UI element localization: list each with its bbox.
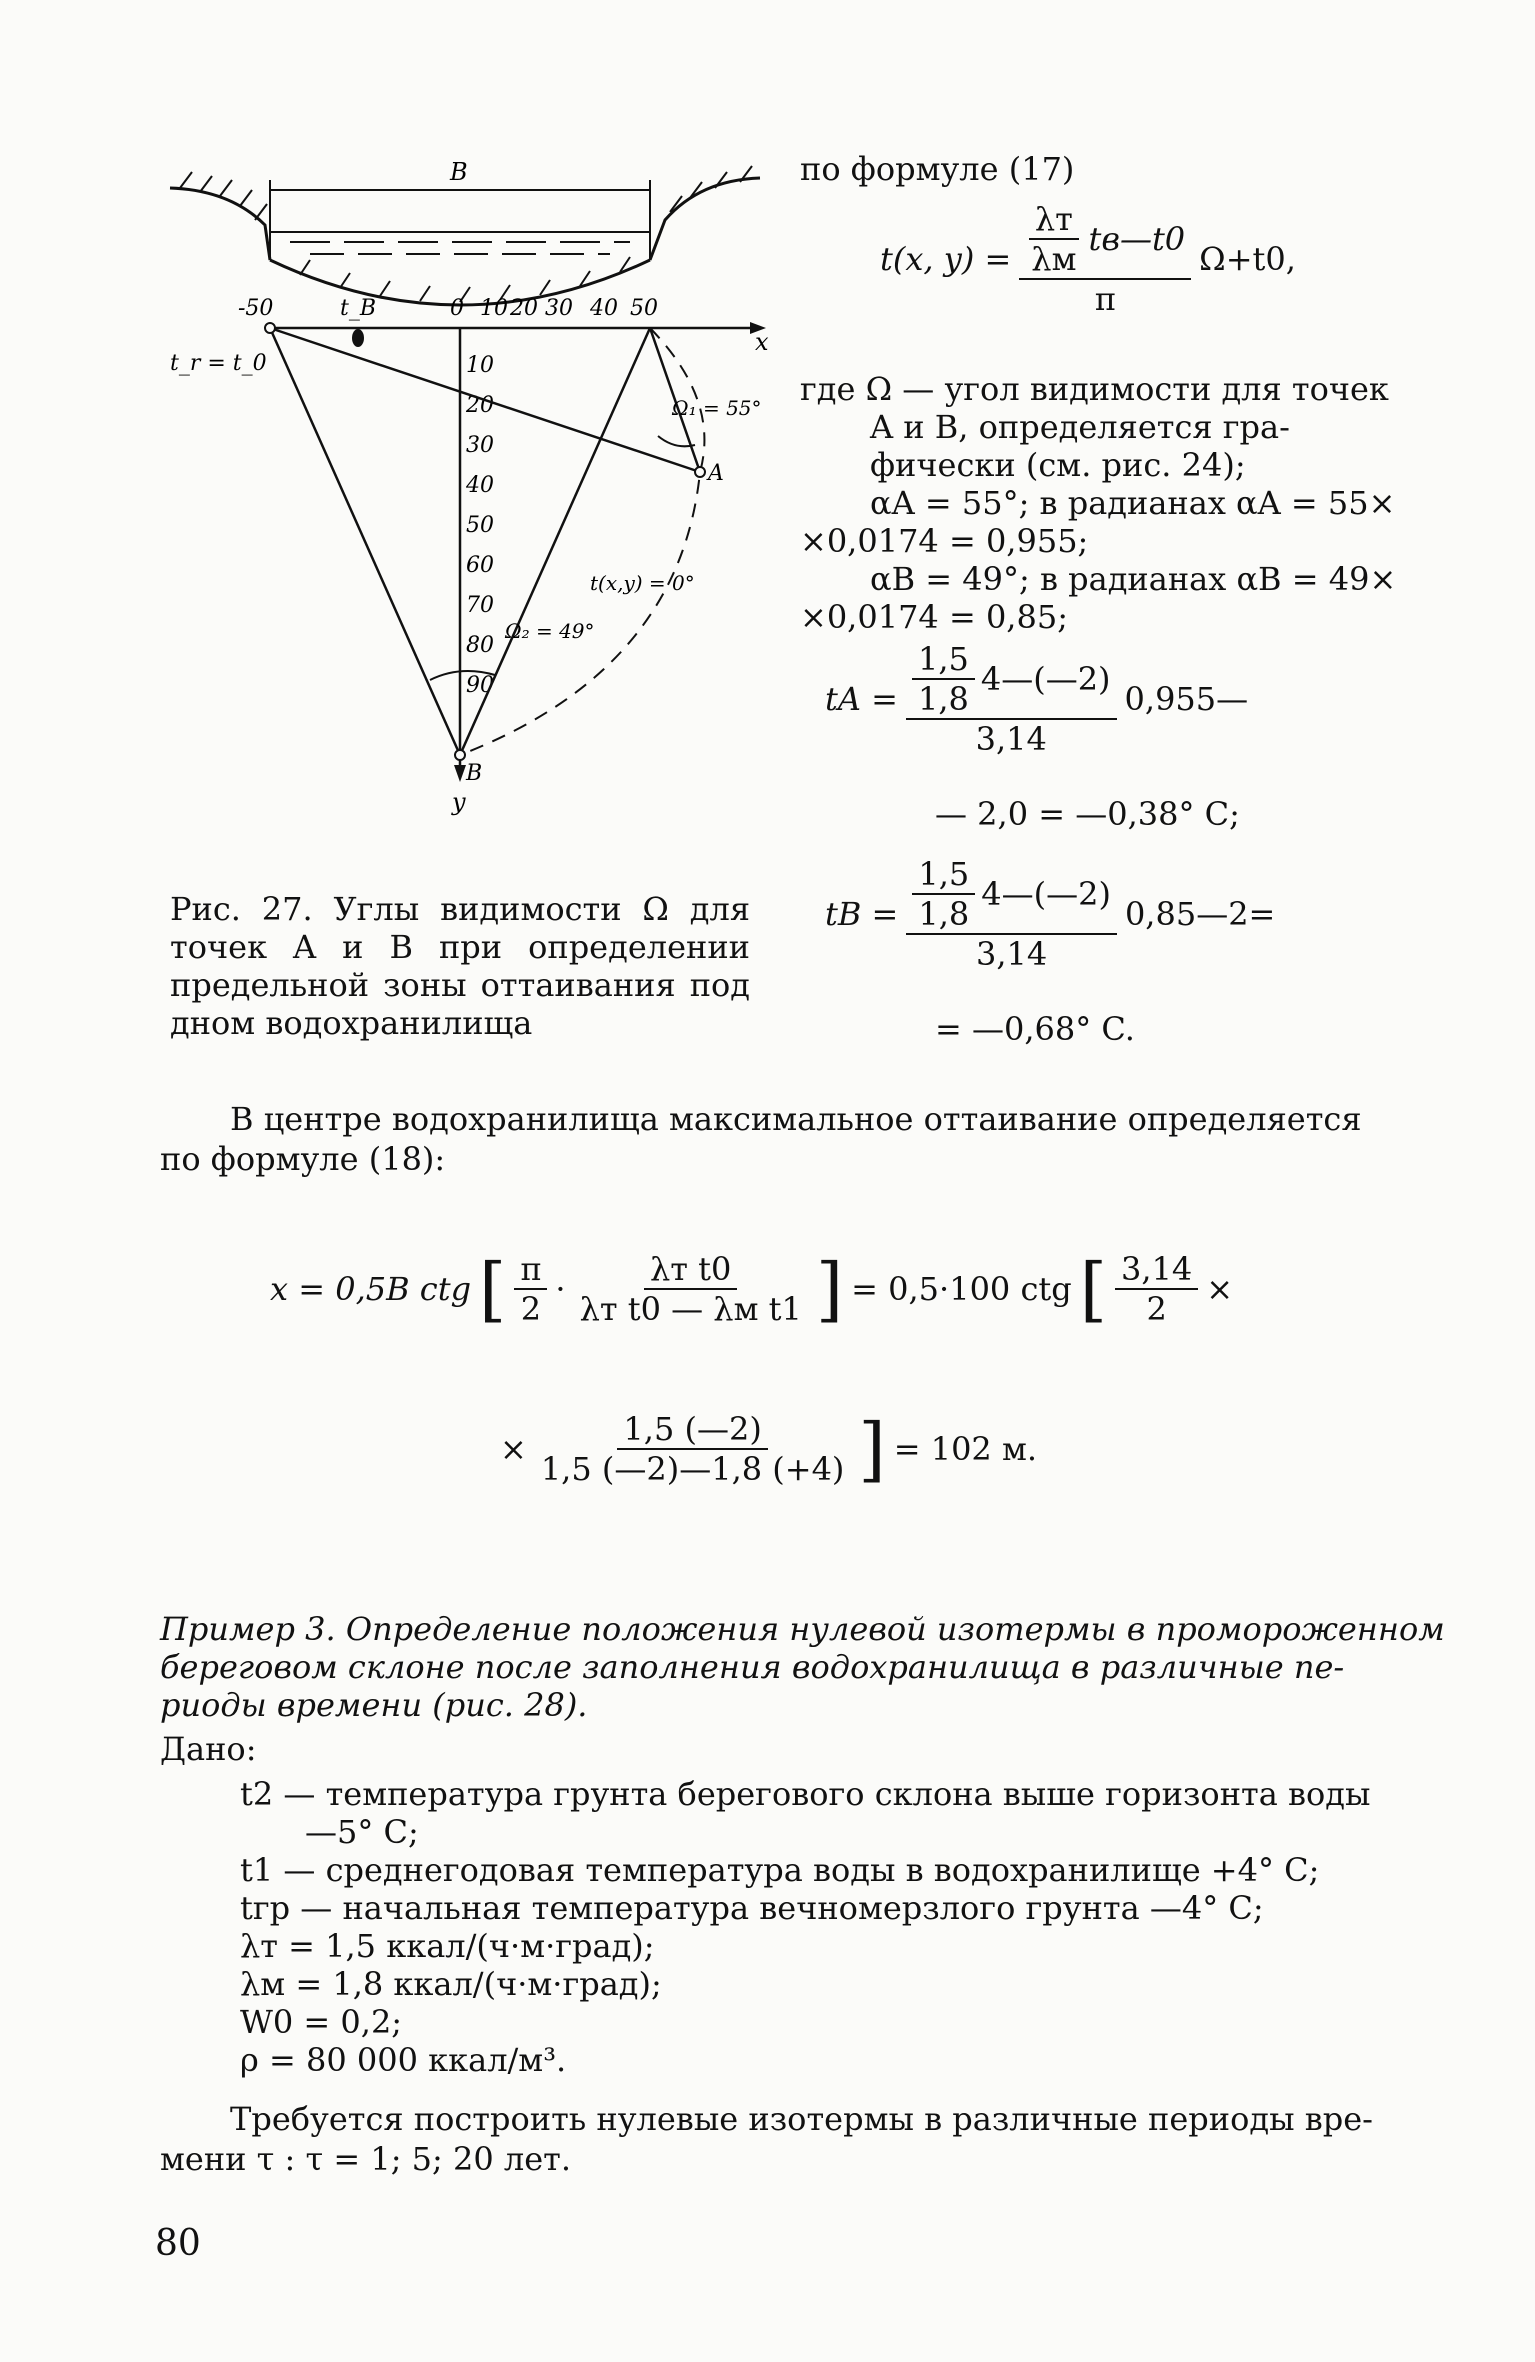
width-label: B (450, 158, 468, 186)
alpha-b-line-1: αB = 49°; в радианах αB = 49× (870, 560, 1397, 598)
where-line-2: A и B, определяется гра- (870, 408, 1290, 446)
where-line-3: фически (см. рис. 24); (870, 446, 1246, 484)
tb-after: 0,85—2= (1124, 895, 1276, 933)
eq18-times: × (1206, 1270, 1234, 1308)
origin-point (265, 323, 275, 333)
ta-n1: 1,5 (912, 640, 975, 680)
y-tick: 80 (466, 633, 494, 658)
example-line-1: Пример 3. Определение положения нулевой изотермы в промороженном (160, 1610, 1445, 1648)
x-tick: 30 (545, 296, 573, 321)
alpha-b-line-2: ×0,0174 = 0,85; (800, 598, 1068, 636)
omega2-label: Ω₂ = 49° (505, 619, 595, 643)
given-item: ρ = 80 000 ккал/м³. (240, 2041, 567, 2079)
eq18-result: = 102 м. (893, 1430, 1038, 1468)
eq18-g-den: 1,5 (—2)—1,8 (+4) (540, 1450, 845, 1488)
x-tick: 40 (590, 296, 618, 321)
para1-line-2: по формуле (18): (160, 1140, 446, 1178)
f17-tail: Ω+t0, (1199, 240, 1296, 278)
x-axis-label: x (755, 328, 769, 356)
eq18-g-num: 1,5 (—2) (617, 1410, 767, 1450)
eq18-f-num: λт t0 (644, 1250, 737, 1290)
eq18-f-den: λт t0 — λм t1 (579, 1290, 802, 1328)
eq18-v-den: 2 (1146, 1290, 1167, 1328)
tb-tail: 4—(—2) (981, 875, 1111, 913)
eq18-mid: = 0,5·100 ctg (851, 1270, 1072, 1308)
y-tick: 40 (466, 473, 494, 498)
tb-result: = —0,68° C. (935, 1010, 1135, 1048)
given-label: Дано: (160, 1730, 257, 1768)
omega1-label: Ω₁ = 55° (672, 396, 762, 420)
given-item: λт = 1,5 ккал/(ч·м·град); (240, 1927, 655, 1965)
example-line-3: риоды времени (рис. 28). (160, 1686, 588, 1724)
given-item: —5° C; (305, 1813, 419, 1851)
ta-d1: 1,8 (917, 680, 969, 718)
zero-isotherm (460, 328, 704, 755)
f17-lambda-t: λт (1029, 200, 1079, 240)
f17-num-tail: tв—t0 (1088, 220, 1186, 258)
eq18-line-1: x = 0,5B ctg [ $\frac{\pi}{2}$ · $\frac{\text{λт t0}}{\text{λт t0 — λм t1}}$ ] = 0,5·100 ctg [ $\frac{3,14}{2}$ × (270, 1248, 1234, 1330)
ground-right-slope (650, 178, 760, 260)
tb-fraction (906, 855, 1117, 973)
x-ticks (238, 296, 658, 321)
f17-lambda-fraction (1025, 200, 1082, 278)
x-tick: t_B (340, 296, 377, 321)
tb-lhs: tB = (825, 895, 899, 933)
tb-formula (825, 855, 1275, 973)
f17-lhs: t(x, y) = (880, 240, 1012, 278)
y-ticks (465, 353, 494, 698)
where-line-1: где Ω — угол видимости для точек (800, 370, 1389, 408)
point-a-marker (695, 467, 705, 477)
x-tick: 10 (480, 296, 508, 321)
eq18-line-2: × $\frac{1,5 (—2)}{1,5 (—2)—1,8 (+4)}$ ] = 102 м. (500, 1408, 1038, 1490)
requirement-line-2: мени τ : τ = 1; 5; 20 лет. (160, 2140, 571, 2178)
formula-17 (880, 200, 1296, 318)
given-item: W0 = 0,2; (240, 2003, 403, 2041)
ta-lhs: tA = (825, 680, 898, 718)
tb-d1: 1,8 (918, 895, 970, 933)
tb-marker (352, 329, 364, 347)
y-tick: 70 (466, 593, 494, 618)
isotherm-label: t(x,y) = 0° (590, 571, 695, 595)
ta-fraction (906, 640, 1117, 758)
eq18-lhs: x = 0,5B ctg (270, 1270, 472, 1308)
x-tick: 0 (450, 296, 464, 321)
eq18-pi-den: 2 (520, 1290, 542, 1328)
eq18-v-num: 3,14 (1115, 1250, 1198, 1290)
y-axis-label: y (452, 788, 466, 816)
page-number: 80 (155, 2223, 201, 2264)
ta-den: 3,14 (975, 720, 1047, 758)
requirement-line-1: Требуется построить нулевые изотермы в различные периоды вре- (230, 2100, 1373, 2138)
ta-formula (825, 640, 1248, 758)
line-left-to-b (270, 328, 460, 755)
f17-main-fraction (1019, 200, 1191, 318)
given-item: t1 — среднегодовая температура воды в водохранилище +4° C; (240, 1851, 1320, 1889)
x-tick: 50 (630, 296, 658, 321)
y-tick: 90 (466, 673, 494, 698)
ta-after: 0,955— (1124, 680, 1249, 718)
ground-left-slope (170, 188, 270, 260)
eq18-lead: × (500, 1430, 527, 1468)
figure-caption: Рис. 27. Углы видимости Ω для точек A и B при определении предельной зоны оттаивания под дном водохранилища (170, 890, 750, 1042)
ta-result: — 2,0 = —0,38° C; (935, 795, 1240, 833)
x-tick: -50 (238, 296, 274, 321)
formula-intro: по формуле (17) (800, 150, 1075, 188)
tb-den: 3,14 (976, 935, 1048, 973)
point-b-label: B (466, 761, 483, 786)
point-b-marker (455, 750, 465, 760)
origin-label: t_r = t_0 (170, 351, 267, 376)
given-item: λм = 1,8 ккал/(ч·м·град); (240, 1965, 662, 2003)
figure-27 (160, 150, 780, 870)
point-a-label: A (708, 461, 724, 486)
eq18-pi-num: π (514, 1250, 547, 1290)
given-item: tгр — начальная температура вечномерзлого грунта —4° C; (240, 1889, 1264, 1927)
given-item: t2 — температура грунта берегового склона выше горизонта воды (240, 1775, 1371, 1813)
water-surface (270, 232, 650, 254)
y-tick: 30 (466, 433, 494, 458)
f17-lambda-m: λм (1031, 240, 1077, 278)
x-tick: 20 (510, 296, 538, 321)
alpha-a-line-2: ×0,0174 = 0,955; (800, 522, 1089, 560)
y-tick: 10 (466, 353, 494, 378)
ta-tail: 4—(—2) (980, 660, 1111, 698)
example-line-2: береговом склоне после заполнения водохранилища в различные пе- (160, 1648, 1345, 1686)
alpha-a-line-1: αA = 55°; в радианах αA = 55× (870, 484, 1396, 522)
y-tick: 50 (466, 513, 494, 538)
f17-den: π (1094, 280, 1116, 318)
y-tick: 60 (466, 553, 494, 578)
y-tick: 20 (466, 393, 494, 418)
para1-line-1: В центре водохранилища максимальное оттаивание определяется (230, 1100, 1362, 1138)
tb-n1: 1,5 (912, 855, 975, 895)
